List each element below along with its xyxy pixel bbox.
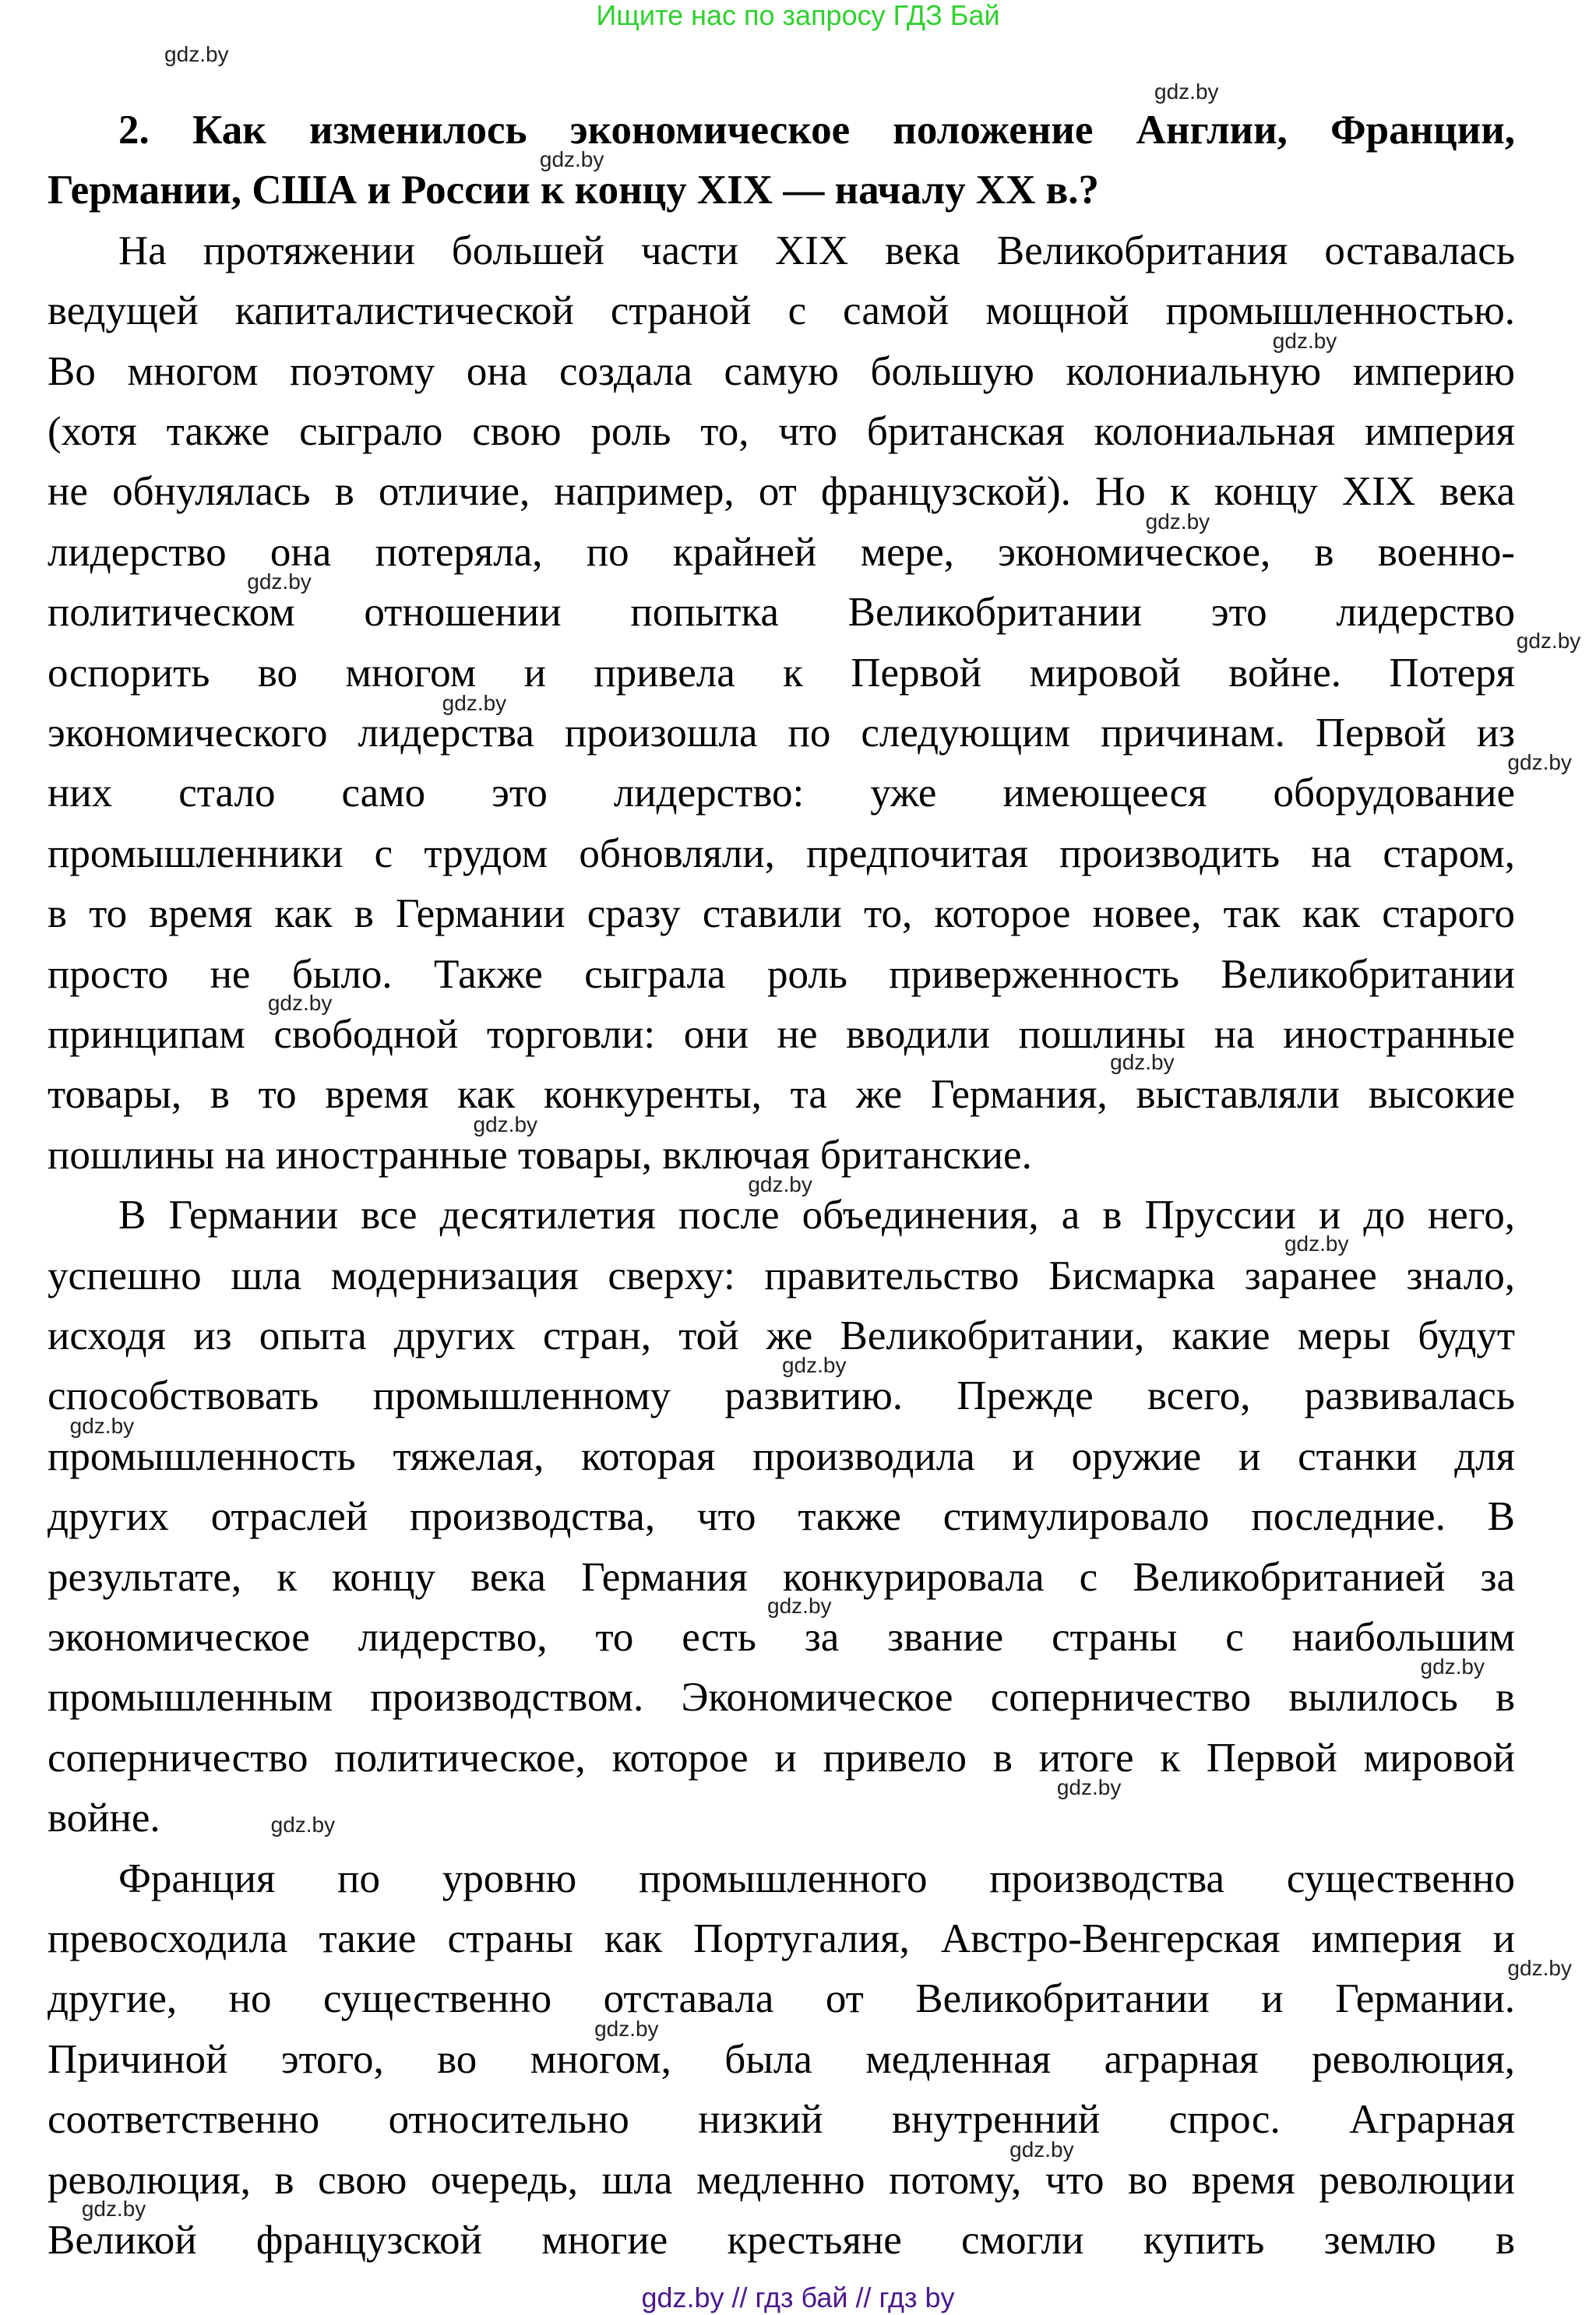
watermark: gdz.by xyxy=(1056,1775,1122,1800)
text-line: политическом отношении попытка Великобритании это лидерство xyxy=(48,590,1515,636)
text-line: Во многом поэтому она создала самую большую колониальную империю xyxy=(48,348,1515,394)
text-line: исходя из опыта других стран, той же Великобритании, какие меры будут xyxy=(48,1313,1515,1358)
text-line: войне. xyxy=(48,1795,160,1841)
text-line: способствовать промышленному развитию. Прежде всего, развивалась xyxy=(48,1373,1515,1419)
text-line: результате, к концу века Германия конкурировала с Великобританией за xyxy=(48,1554,1515,1600)
watermark: gdz.by xyxy=(270,1812,336,1837)
text-line: ведущей капиталистической страной с самой мощной промышленностью. xyxy=(48,288,1515,334)
watermark: gdz.by xyxy=(1516,629,1581,654)
text-line: соответственно относительно низкий внутренний спрос. Аграрная xyxy=(48,2097,1515,2143)
watermark: gdz.by xyxy=(1272,329,1337,354)
question-title-line: 2. Как изменилось экономическое положение Англии, Франции, xyxy=(118,107,1515,153)
text-line: товары, в то время как конкуренты, та же Германия, выставляли высокие xyxy=(48,1072,1515,1118)
question-title-line: Германии, США и России к концу XIX — началу XX в.? xyxy=(48,167,1099,213)
watermark: gdz.by xyxy=(267,991,333,1016)
text-line: Великой французской многие крестьяне смогли купить землю в xyxy=(48,2218,1515,2263)
watermark: gdz.by xyxy=(539,146,604,171)
watermark: gdz.by xyxy=(1154,79,1219,104)
watermark: gdz.by xyxy=(442,690,507,715)
text-line: пошлины на иностранные товары, включая британские. xyxy=(48,1132,1032,1178)
watermark: gdz.by xyxy=(473,1112,538,1136)
watermark: gdz.by xyxy=(1009,2137,1074,2162)
text-line: других отраслей производства, что также стимулировало последние. В xyxy=(48,1494,1515,1540)
watermark: gdz.by xyxy=(1145,509,1210,534)
watermark: gdz.by xyxy=(594,2016,659,2041)
footer-links[interactable]: gdz.by // гдз бай // гдз by xyxy=(641,2282,955,2313)
watermark: gdz.by xyxy=(1420,1654,1485,1679)
text-line: В Германии все десятилетия после объединения, а в Пруссии и до него, xyxy=(118,1193,1515,1239)
watermark: gdz.by xyxy=(1284,1231,1349,1256)
watermark: gdz.by xyxy=(1507,1955,1572,1980)
watermark: gdz.by xyxy=(164,42,229,67)
promo-banner[interactable]: Ищите нас по запросу ГДЗ Бай xyxy=(596,0,1000,31)
watermark: gdz.by xyxy=(1110,1049,1175,1074)
text-line: успешно шла модернизация сверху: правительство Бисмарка заранее знало, xyxy=(48,1253,1515,1298)
text-line: просто не было. Также сыграла роль приверженность Великобритании xyxy=(48,951,1515,997)
text-line: принципам свободной торговли: они не вводили пошлины на иностранные xyxy=(48,1012,1515,1057)
text-line: промышленным производством. Экономическое соперничество вылилось в xyxy=(48,1675,1515,1721)
text-line: революция, в свою очередь, шла медленно потому, что во время революции xyxy=(48,2157,1515,2203)
text-line: оспорить во многом и привела к Первой мировой войне. Потеря xyxy=(48,650,1515,696)
text-line: Причиной этого, во многом, была медленная аграрная революция, xyxy=(48,2036,1515,2082)
text-line: не обнулялась в отличие, например, от французской). Но к концу XIX века xyxy=(48,469,1515,515)
text-line: соперничество политическое, которое и привело в итоге к Первой мировой xyxy=(48,1735,1515,1781)
watermark: gdz.by xyxy=(748,1172,812,1197)
text-line: экономическое лидерство, то есть за звание страны с наибольшим xyxy=(48,1615,1515,1660)
text-line: экономического лидерства произошла по следующим причинам. Первой из xyxy=(48,710,1515,756)
text-line: в то время как в Германии сразу ставили то, которое новее, так как старого xyxy=(48,891,1515,937)
text-line: (хотя также сыграло свою роль то, что британская колониальная империя xyxy=(48,409,1515,454)
watermark: gdz.by xyxy=(1507,749,1572,774)
text-line: лидерство она потеряла, по крайней мере, экономическое, в военно- xyxy=(48,529,1515,575)
text-line: превосходила такие страны как Португалия, Австро-Венгерская империя и xyxy=(48,1916,1515,1961)
text-line: промышленники с трудом обновляли, предпочитая производить на старом, xyxy=(48,830,1515,876)
text-line: На протяжении большей части XIX века Великобритания оставалась xyxy=(118,227,1515,273)
watermark: gdz.by xyxy=(767,1594,832,1619)
text-line: промышленность тяжелая, которая производила и оружие и станки для xyxy=(48,1433,1515,1479)
watermark: gdz.by xyxy=(69,1413,135,1438)
watermark: gdz.by xyxy=(781,1352,847,1377)
watermark: gdz.by xyxy=(247,569,312,594)
text-line: другие, но существенно отставала от Великобритании и Германии. xyxy=(48,1976,1515,2022)
text-line: Франция по уровню промышленного производства существенно xyxy=(118,1855,1515,1901)
text-line: них стало само это лидерство: уже имеющееся оборудование xyxy=(48,770,1515,816)
watermark: gdz.by xyxy=(81,2197,146,2221)
